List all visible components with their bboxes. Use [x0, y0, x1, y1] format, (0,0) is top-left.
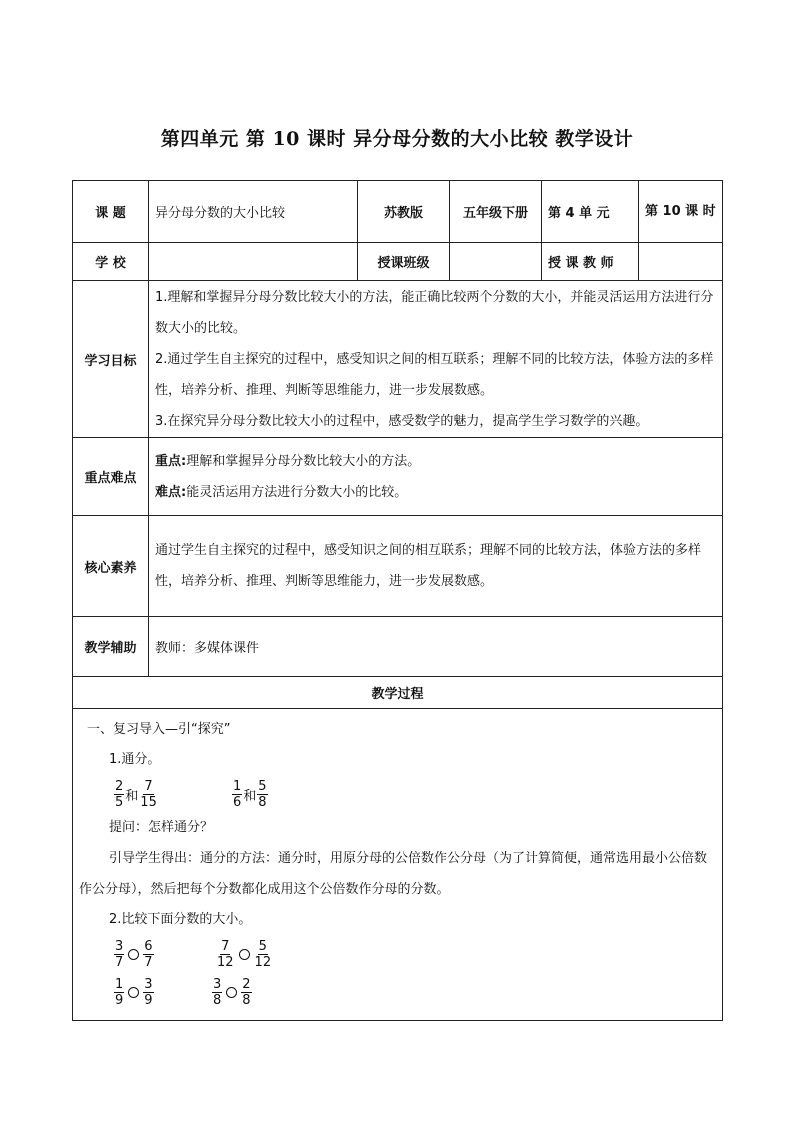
focus-tag: 重点: — [155, 453, 187, 469]
fraction-pair-1 — [113, 779, 231, 810]
fraction: $\frac{3}{7}$ — [115, 938, 124, 970]
unit: 第 4 单 元 — [542, 181, 639, 243]
class-value — [450, 243, 542, 281]
fraction: $\frac{3}{9}$ — [144, 976, 153, 1008]
publisher: 苏教版 — [358, 181, 450, 243]
compare-pair — [113, 939, 215, 970]
fraction: $\frac{3}{8}$ — [213, 976, 222, 1008]
compare-row-2 — [79, 973, 716, 1011]
process-row — [73, 709, 723, 1021]
topic-value: 异分母分数的大小比较 — [149, 181, 358, 243]
fraction: $\frac{1}{9}$ — [115, 976, 124, 1008]
lesson-number: 第 10 课 时 — [639, 181, 723, 243]
fraction: $\frac{6}{7}$ — [144, 938, 153, 970]
blank-circle-icon — [239, 949, 250, 960]
blank-circle-icon — [226, 987, 237, 998]
compare-row-1 — [79, 935, 716, 973]
fraction: $\frac{7}{15}$ — [140, 778, 157, 810]
lesson-plan-table — [72, 180, 723, 1021]
aids-label: 教学辅助 — [73, 617, 149, 677]
school-label: 学 校 — [73, 243, 149, 281]
process-content — [73, 709, 723, 1021]
grade: 五年级下册 — [450, 181, 542, 243]
fraction: $\frac{7}{12}$ — [217, 938, 234, 970]
class-label: 授课班级 — [358, 243, 450, 281]
objective-item: 3.在探究异分母分数比较大小的过程中，感受数学的魅力，提高学生学习数学的兴趣。 — [155, 413, 649, 429]
blank-circle-icon — [128, 949, 139, 960]
literacy-row — [73, 516, 723, 617]
key-points-content — [149, 438, 723, 516]
header-row-2 — [73, 243, 723, 281]
difficulty-text: 能灵活运用方法进行分数大小的比较。 — [186, 484, 408, 500]
objectives-content — [149, 281, 723, 438]
objective-item: 2.通过学生自主探究的过程中，感受知识之间的相互联系；理解不同的比较方法，体验方法的多样性，培养分析、推理、判断等思维能力，进一步发展数感。 — [155, 351, 714, 398]
fraction-pair-2 — [231, 779, 269, 810]
and-word: 和 — [125, 788, 139, 804]
item-2: 2.比较下面分数的大小。 — [109, 912, 252, 927]
header-row-1 — [73, 181, 723, 243]
fraction-pairs — [79, 775, 716, 813]
blank-circle-icon — [128, 987, 139, 998]
fraction: $\frac{1}{6}$ — [233, 778, 242, 810]
compare-pair — [211, 977, 253, 1008]
school-value — [149, 243, 358, 281]
objective-item: 1.理解和掌握异分母分数比较大小的方法，能正确比较两个分数的大小，并能灵活运用方法进行分数大小的比较。 — [155, 289, 714, 336]
item-1: 1.通分。 — [109, 752, 161, 767]
and-word: 和 — [243, 788, 257, 804]
fraction: $\frac{5}{8}$ — [258, 778, 267, 810]
process-heading-row — [73, 677, 723, 709]
compare-pair — [113, 977, 211, 1008]
aids-text: 教师：多媒体课件 — [149, 617, 723, 677]
focus-text: 理解和掌握异分母分数比较大小的方法。 — [186, 453, 421, 469]
question-text: 提问：怎样通分？ — [109, 820, 214, 835]
fraction: $\frac{5}{12}$ — [254, 938, 272, 970]
page-title: 第四单元 第 10 课时 异分母分数的大小比较 教学设计 — [160, 128, 634, 150]
topic-label: 课 题 — [73, 181, 149, 243]
aids-row — [73, 617, 723, 677]
process-heading: 教学过程 — [73, 677, 723, 709]
literacy-label: 核心素养 — [73, 516, 149, 617]
fraction: $\frac{2}{5}$ — [115, 778, 124, 810]
teacher-value — [639, 243, 723, 281]
guide-text: 引导学生得出：通分的方法：通分时，用原分母的公倍数作公分母（为了计算简便，通常选用最小公倍数作公分母），然后把每个分数都化成用这个公倍数作分母的分数。 — [79, 851, 708, 897]
literacy-text: 通过学生自主探究的过程中，感受知识之间的相互联系；理解不同的比较方法，体验方法的多样性，培养分析、推理、判断等思维能力，进一步发展数感。 — [149, 516, 723, 617]
key-points-row — [73, 438, 723, 516]
key-points-label: 重点难点 — [73, 438, 149, 516]
difficulty-tag: 难点: — [155, 484, 187, 500]
teacher-label: 授 课 教 师 — [542, 243, 639, 281]
fraction: $\frac{2}{8}$ — [242, 976, 251, 1008]
objectives-row — [73, 281, 723, 438]
section-heading: 一、复习导入—引“探究” — [87, 722, 231, 737]
objectives-label: 学习目标 — [73, 281, 149, 438]
compare-pair — [215, 939, 273, 970]
